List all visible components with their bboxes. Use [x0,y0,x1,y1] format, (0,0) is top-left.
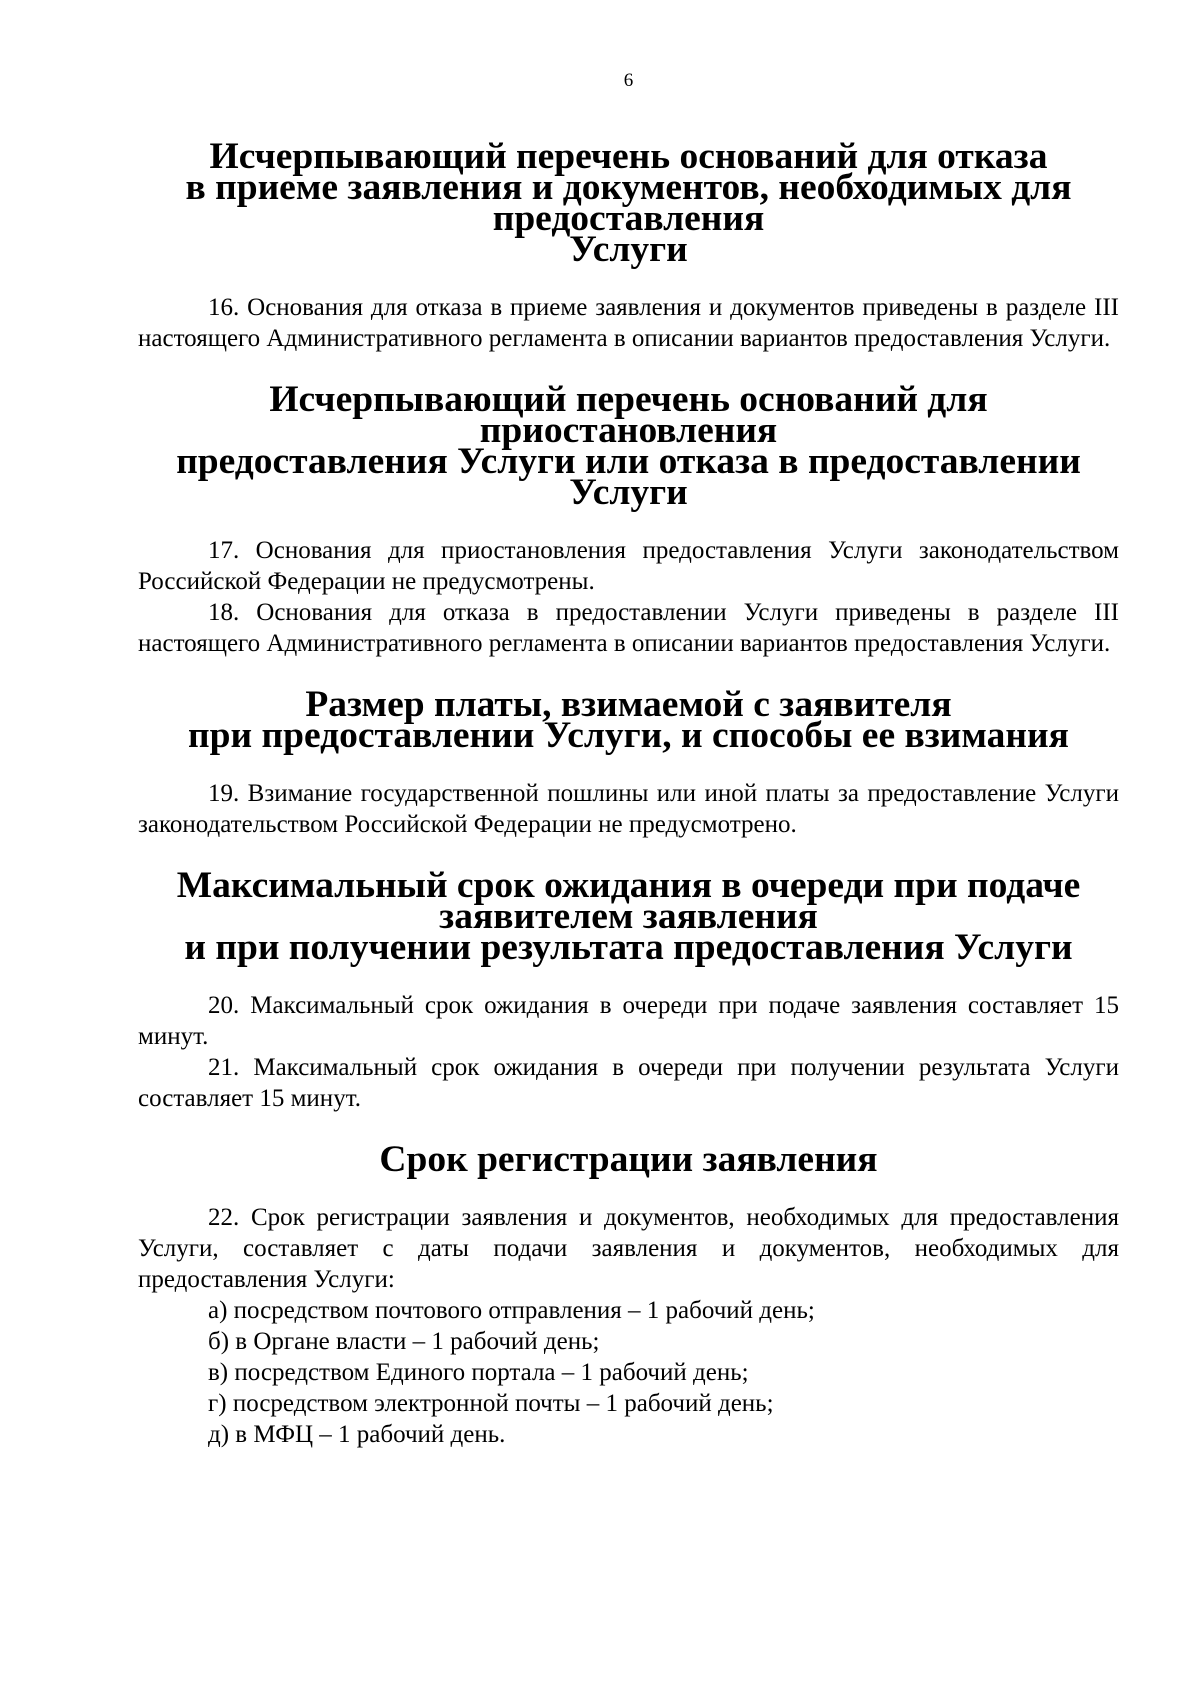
section-fee [138,684,1119,840]
paragraph-18: 18. Основания для отказа в предоставлении Услуги приведены в разделе III настоящего Административного регламента в описании вариантов предоставления Услуги. [138,599,1119,657]
heading-line: Срок регистрации заявления [379,1139,878,1180]
list-item: д) в МФЦ – 1 рабочий день. [208,1421,506,1448]
section-registration-time [138,1139,1119,1450]
page-number: 6 [623,70,634,91]
heading-line: в приеме заявления и документов, необходимых для предоставления [185,167,1072,239]
section-suspension [138,379,1119,659]
list-item: в) посредством Единого портала – 1 рабочий день; [208,1359,749,1386]
heading-line: Услуги [569,229,688,270]
section-heading [138,1139,1119,1180]
registration-methods-list [138,1295,1119,1450]
heading-line: при предоставлении Услуги, и способы ее взимания [188,715,1069,756]
list-item: а) посредством почтового отправления – 1 рабочий день; [208,1297,815,1324]
paragraph-22: 22. Срок регистрации заявления и документов, необходимых для предоставления Услуги, составляет с даты подачи заявления и документов, необходимых для предоставления Услуги: [138,1204,1119,1293]
section-heading [138,865,1119,968]
paragraph-16: 16. Основания для отказа в приеме заявления и документов приведены в разделе III настоящего Административного регламента в описании вариантов предоставления Услуги. [138,294,1119,352]
list-item: б) в Органе власти – 1 рабочий день; [208,1328,600,1355]
section-refusal-acceptance [138,136,1119,354]
heading-line: Исчерпывающий перечень оснований для отказа [209,136,1048,177]
heading-line: и при получении результата предоставления Услуги [184,927,1073,968]
paragraph-17: 17. Основания для приостановления предоставления Услуги законодательством Российской Федерации не предусмотрены. [138,537,1119,595]
paragraph-20: 20. Максимальный срок ожидания в очереди при подаче заявления составляет 15 минут. [138,992,1119,1050]
section-heading [138,379,1119,513]
section-queue-time [138,865,1119,1114]
heading-line: Размер платы, взимаемой с заявителя [305,684,952,725]
section-heading [138,136,1119,270]
section-heading [138,684,1119,756]
paragraph-19: 19. Взимание государственной пошлины или иной платы за предоставление Услуги законодательством Российской Федерации не предусмотрено. [138,780,1119,838]
list-item: г) посредством электронной почты – 1 рабочий день; [208,1390,774,1417]
heading-line: предоставления Услуги или отказа в предоставлении Услуги [176,441,1081,513]
heading-line: Максимальный срок ожидания в очереди при подаче заявителем заявления [176,865,1081,937]
heading-line: Исчерпывающий перечень оснований для приостановления [269,379,988,451]
paragraph-21: 21. Максимальный срок ожидания в очереди при получении результата Услуги составляет 15 минут. [138,1054,1119,1112]
document-page [138,70,1119,1450]
